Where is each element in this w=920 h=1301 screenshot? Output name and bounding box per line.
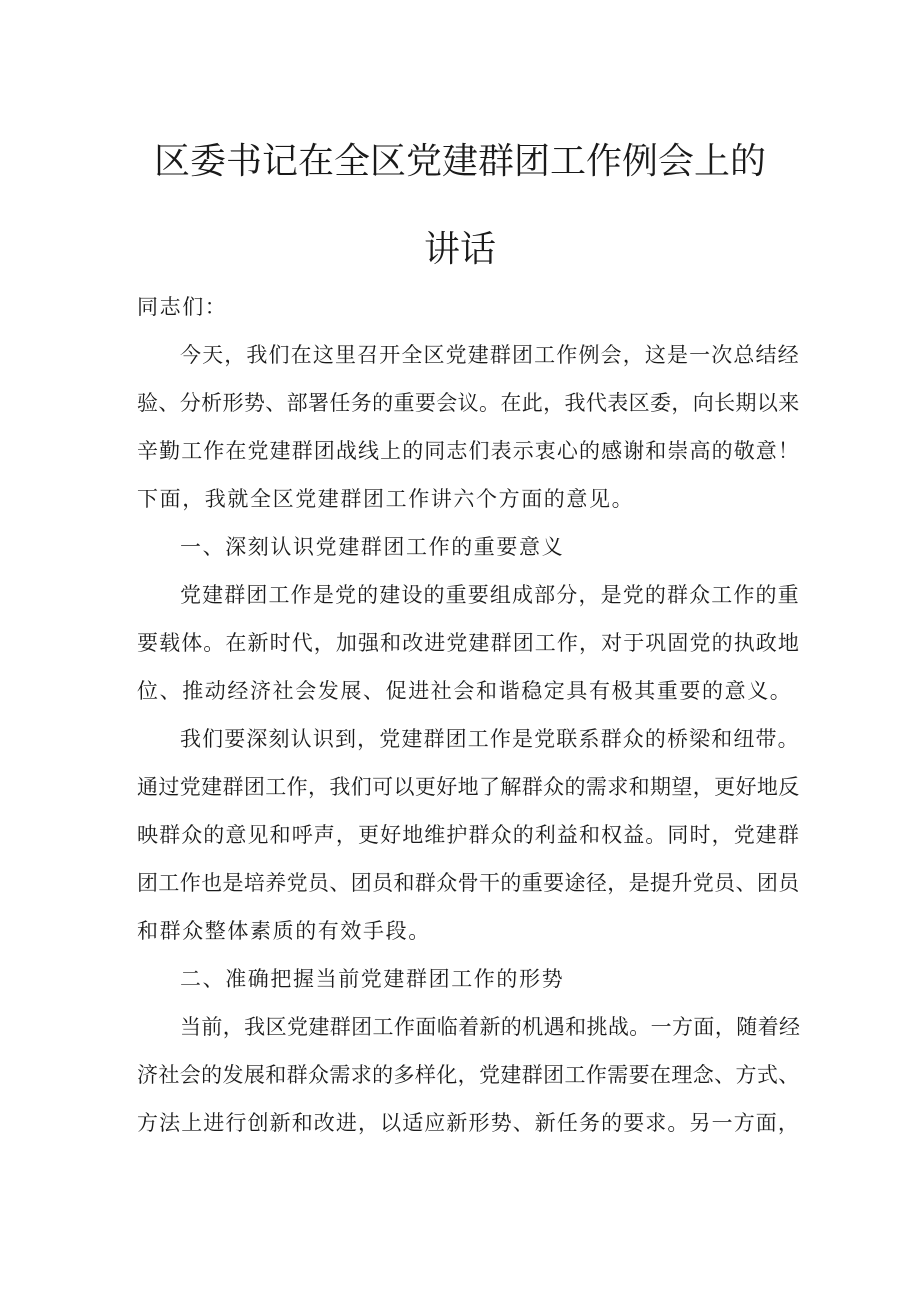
paragraph-line: 映群众的意见和呼声，更好地维护群众的利益和权益。同时，党建群 [137, 823, 800, 847]
paragraph-line: 当前，我区党建群团工作面临着新的机遇和挑战。一方面，随着经 [180, 1015, 801, 1039]
section-heading-1: 一、深刻认识党建群团工作的重要意义 [180, 535, 565, 559]
paragraph-line: 通过党建群团工作，我们可以更好地了解群众的需求和期望，更好地反 [137, 775, 800, 799]
document-title-line-1: 区委书记在全区党建群团工作例会上的 [153, 141, 766, 182]
section-heading-2: 二、准确把握当前党建群团工作的形势 [180, 967, 565, 991]
paragraph-line: 今天，我们在这里召开全区党建群团工作例会，这是一次总结经 [180, 343, 800, 367]
paragraph-line: 辛勤工作在党建群团战线上的同志们表示衷心的感谢和崇高的敬意！ [137, 439, 800, 463]
paragraph-line: 我们要深刻认识到，党建群团工作是党联系群众的桥梁和纽带。 [180, 727, 800, 751]
paragraph-line: 下面，我就全区党建群团工作讲六个方面的意见。 [137, 487, 635, 511]
paragraph-line: 验、分析形势、部署任务的重要会议。在此，我代表区委，向长期以来 [137, 391, 800, 415]
paragraph-line: 要载体。在新时代，加强和改进党建群团工作，对于巩固党的执政地 [137, 631, 800, 655]
paragraph-line: 济社会的发展和群众需求的多样化，党建群团工作需要在理念、方式、 [137, 1063, 800, 1087]
paragraph-line: 位、推动经济社会发展、促进社会和谐稳定具有极其重要的意义。 [137, 679, 793, 703]
document-title-line-2: 讲话 [423, 229, 496, 270]
paragraph-line: 党建群团工作是党的建设的重要组成部分，是党的群众工作的重 [180, 583, 800, 607]
paragraph-line: 和群众整体素质的有效手段。 [137, 919, 431, 943]
salutation: 同志们： [137, 295, 228, 319]
paragraph-line: 团工作也是培养党员、团员和群众骨干的重要途径，是提升党员、团员 [137, 871, 800, 895]
paragraph-line: 方法上进行创新和改进，以适应新形势、新任务的要求。另一方面， [137, 1111, 800, 1135]
